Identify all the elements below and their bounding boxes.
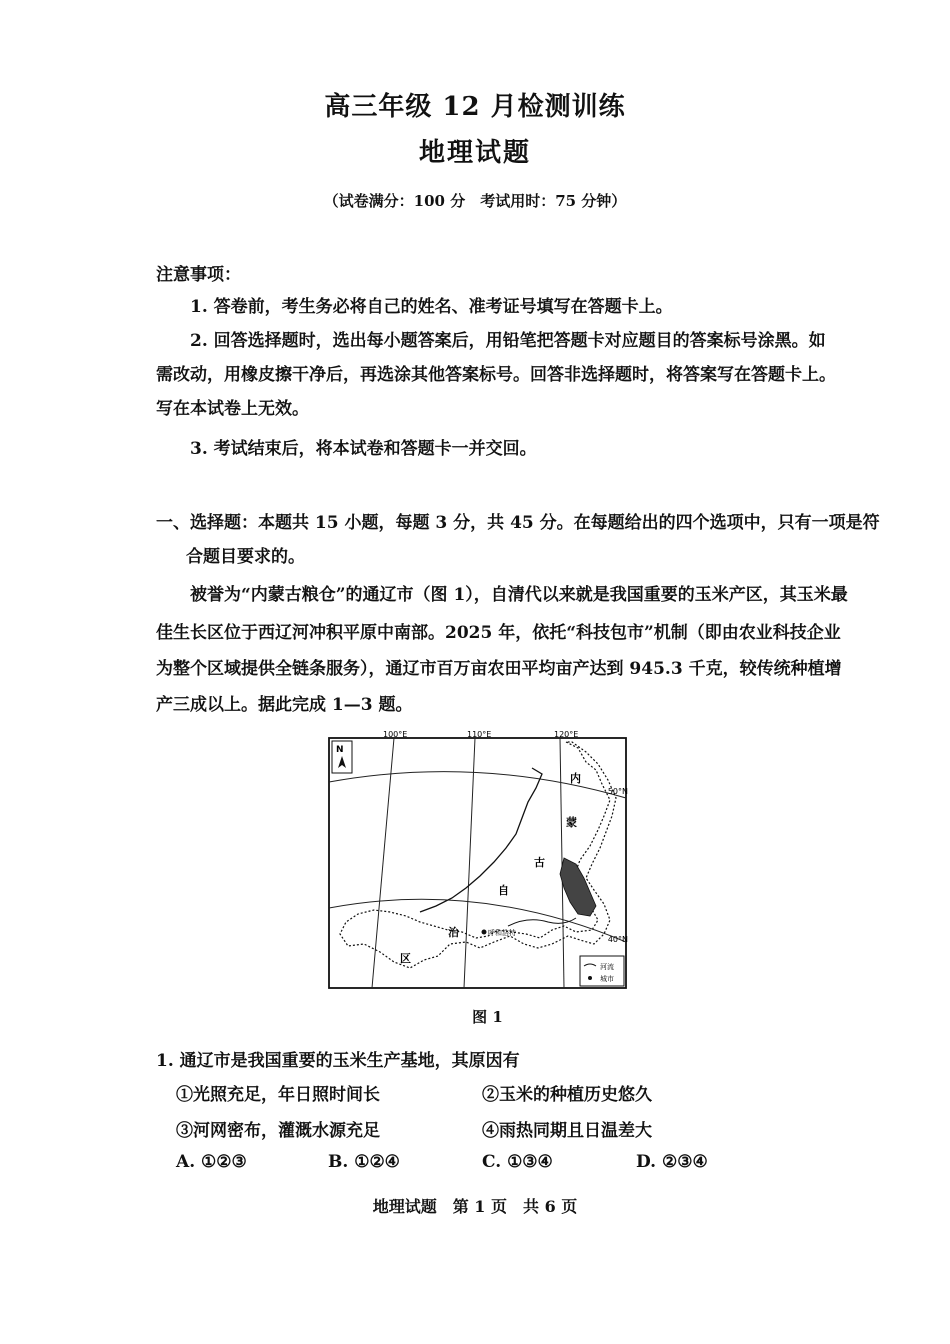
lat-label-50: 50°N (607, 787, 628, 796)
q1-statement-2: ②玉米的种植历史悠久 (482, 1085, 652, 1105)
notice-item-2-line1: 2. 回答选择题时，选出每小题答案后，用铅笔把答题卡对应题目的答案标号涂黑。如 (190, 331, 826, 351)
map-label-zhi: 治 (448, 926, 459, 939)
page-footer: 地理试题 第 1 页 共 6 页 (372, 1197, 578, 1216)
page-subtitle: 地理试题 (418, 138, 531, 168)
map-label-zi: 自 (498, 884, 509, 897)
q1-option-c: C. ①③④ (482, 1152, 553, 1172)
notice-item-2-line3: 写在本试卷上无效。 (156, 399, 309, 419)
lon-label-110: 110°E (467, 730, 492, 739)
notice-item-3: 3. 考试结束后，将本试卷和答题卡一并交回。 (190, 439, 537, 459)
city-label: 呼和浩特 (488, 929, 516, 937)
section-heading-line1: 一、选择题：本题共 15 小题，每题 3 分，共 45 分。在每题给出的四个选项中，只有一项是符 (156, 513, 880, 533)
notice-item-2-line2: 需改动，用橡皮擦干净后，再选涂其他答案标号。回答非选择题时，将答案写在答题卡上。 (156, 365, 836, 385)
map-label-gu: 古 (534, 856, 545, 869)
legend-river-label: 河流 (600, 963, 614, 971)
exam-info: （试卷满分：100 分 考试用时：75 分钟） (323, 192, 627, 210)
figure-caption: 图 1 (472, 1008, 503, 1026)
map-label-qu: 区 (400, 952, 411, 965)
q1-option-b: B. ①②④ (328, 1152, 400, 1172)
q1-statement-3: ③河网密布，灌溉水源充足 (176, 1121, 380, 1141)
lon-label-120: 120°E (554, 730, 579, 739)
passage-line3: 为整个区域提供全链条服务），通辽市百万亩农田平均亩产达到 945.3 千克，较传统种植增 (156, 659, 842, 679)
passage-line4: 产三成以上。据此完成 1—3 题。 (156, 695, 413, 715)
lat-label-40: 40°N (607, 935, 628, 944)
notice-heading: 注意事项： (156, 265, 241, 285)
q1-statement-4: ④雨热同期且日温差大 (482, 1121, 652, 1141)
lon-label-100: 100°E (383, 730, 408, 739)
page-title: 高三年级 12 月检测训练 (324, 92, 626, 122)
figure-1-map (328, 730, 628, 992)
q1-statement-1: ①光照充足，年日照时间长 (176, 1085, 380, 1105)
q1-option-a: A. ①②③ (176, 1152, 247, 1172)
passage-line1: 被誉为“内蒙古粮仓”的通辽市（图 1），自清代以来就是我国重要的玉米产区，其玉米最 (190, 585, 848, 605)
question-1-stem: 1. 通辽市是我国重要的玉米生产基地，其原因有 (156, 1051, 520, 1071)
city-dot (482, 930, 487, 935)
passage-line2: 佳生长区位于西辽河冲积平原中南部。2025 年，依托“科技包市”机制（即由农业科技企业 (156, 623, 841, 643)
notice-item-1: 1. 答卷前，考生务必将自己的姓名、准考证号填写在答题卡上。 (190, 297, 673, 317)
map-label-meng: 蒙 (566, 816, 577, 829)
legend-city-label: 城市 (600, 975, 614, 983)
north-label: N (336, 745, 344, 755)
q1-option-d: D. ②③④ (636, 1152, 708, 1172)
map-label-nei: 内 (570, 772, 581, 785)
section-heading-line2: 合题目要求的。 (186, 547, 305, 567)
legend-city-icon (588, 976, 592, 980)
